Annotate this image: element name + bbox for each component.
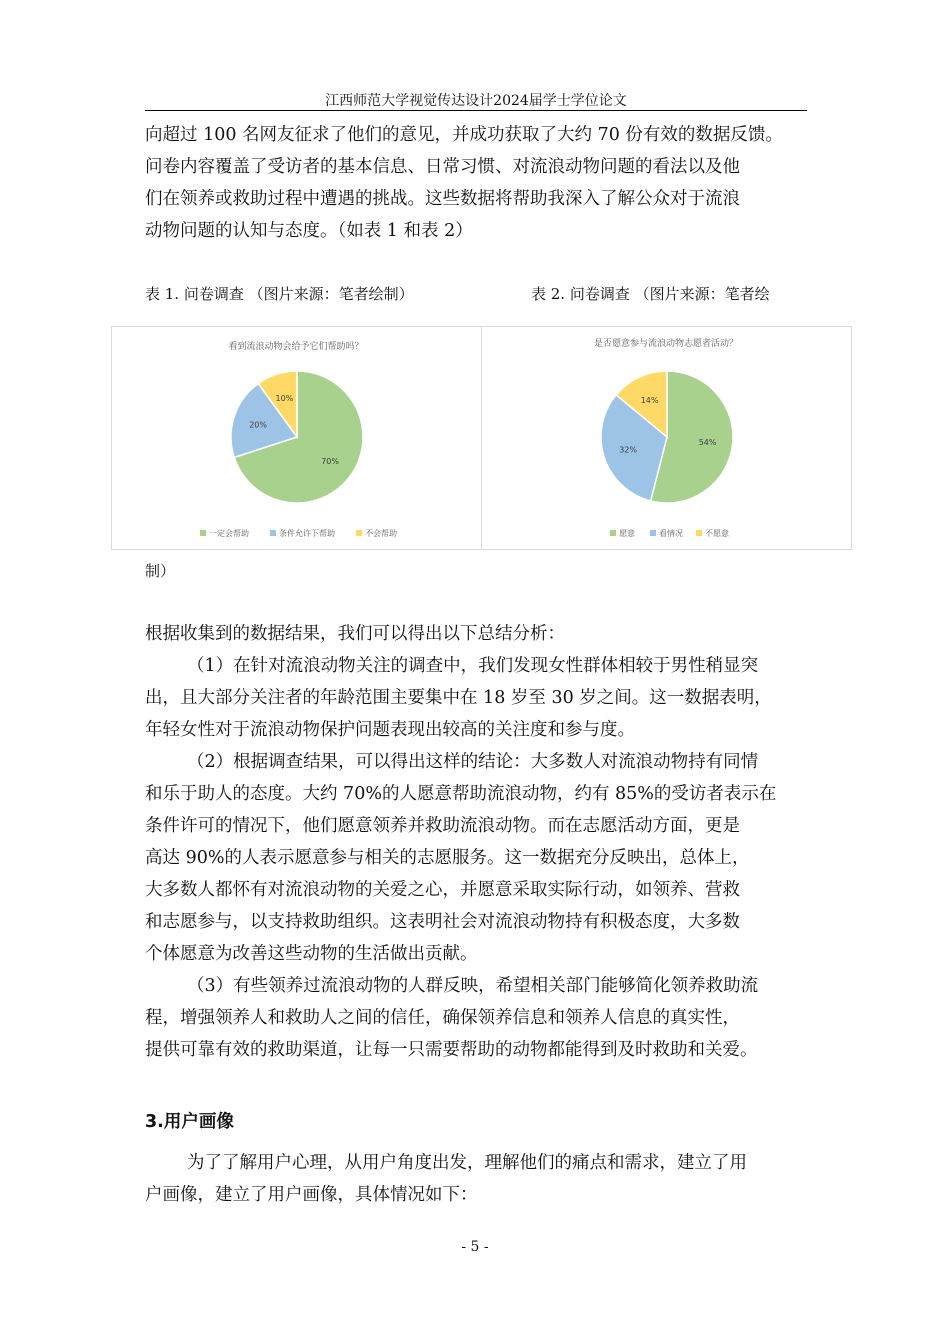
text-line: 高达 90%的人表示愿意参与相关的志愿服务。这一数据充分反映出，总体上，: [145, 848, 750, 868]
slice-data-label: 70%: [321, 457, 339, 467]
pie-chart-1: [111, 326, 482, 550]
legend-label: 一定会帮助: [209, 529, 249, 538]
legend-swatch: [200, 530, 206, 536]
slice-data-label: 10%: [275, 394, 294, 404]
text-line: 提供可靠有效的救助渠道，让每一只需要帮助的动物都能得到及时救助和关爱。: [145, 1040, 758, 1060]
slice-data-label: 32%: [619, 445, 637, 455]
chart-legend: [200, 528, 397, 538]
legend-swatch: [610, 530, 616, 536]
text-line: 动物问题的认知与态度。（如表 1 和表 2）: [145, 221, 473, 241]
legend-label: 愿意: [619, 529, 635, 538]
section-paragraph: [145, 1147, 810, 1211]
analysis-section: [145, 618, 810, 1066]
legend-label: 条件允许下帮助: [279, 529, 335, 538]
legend-swatch: [270, 530, 276, 536]
text-line: （2）根据调查结果，可以得出这样的结论：大多数人对流浪动物持有同情: [187, 752, 759, 772]
legend-swatch: [650, 530, 656, 536]
running-header: 江西师范大学视觉传达设计2024届学士学位论文: [325, 93, 627, 109]
legend-swatch: [356, 530, 362, 536]
slice-data-label: 54%: [698, 438, 717, 448]
text-line: （1）在针对流浪动物关注的调查中，我们发现女性群体相较于男性稍显突: [187, 656, 759, 676]
text-line: 和乐于助人的态度。大约 70%的人愿意帮助流浪动物，约有 85%的受访者表示在: [145, 784, 777, 804]
legend-label: 不会帮助: [365, 529, 397, 538]
chart-legend: [610, 528, 729, 538]
analysis-intro: 根据收集到的数据结果，我们可以得出以下总结分析：: [145, 624, 565, 644]
caption-table-2-continued: 制）: [145, 562, 176, 580]
pie-slices: [231, 371, 363, 503]
header-rule: [145, 110, 807, 111]
text-line: 程，增强领养人和救助人之间的信任，确保领养信息和领养人信息的真实性，: [145, 1008, 740, 1028]
text-line: 问卷内容覆盖了受访者的基本信息、日常习惯、对流浪动物问题的看法以及他: [145, 157, 740, 177]
slice-data-label: 20%: [249, 420, 267, 430]
intro-paragraph: [145, 119, 810, 247]
text-line: 户画像，建立了用户画像，具体情况如下：: [145, 1185, 478, 1205]
text-line: 向超过 100 名网友征求了他们的意见，并成功获取了大约 70 份有效的数据反馈。: [145, 125, 783, 145]
pie-chart-1-svg: [112, 327, 481, 549]
text-line: 个体愿意为改善这些动物的生活做出贡献。: [145, 944, 478, 964]
text-line: 大多数人都怀有对流浪动物的关爱之心，并愿意采取实际行动，如领养、营救: [145, 880, 740, 900]
text-line: 和志愿参与，以支持救助组织。这表明社会对流浪动物持有积极态度，大多数: [145, 912, 740, 932]
text-line: 年轻女性对于流浪动物保护问题表现出较高的关注度和参与度。: [145, 720, 635, 740]
caption-table-1: 表 1. 问卷调查 （图片来源：笔者绘制）: [145, 285, 414, 303]
text-line: （3）有些领养过流浪动物的人群反映，希望相关部门能够简化领养救助流: [187, 976, 759, 996]
slice-data-label: 14%: [640, 396, 659, 405]
pie-chart-2-svg: [482, 327, 851, 549]
text-line: 为了了解用户心理，从用户角度出发，理解他们的痛点和需求，建立了用: [187, 1153, 747, 1173]
text-line: 们在领养或救助过程中遭遇的挑战。这些数据将帮助我深入了解公众对于流浪: [145, 189, 740, 209]
chart-title: 看到流浪动物会给予它们帮助吗？: [228, 342, 364, 352]
text-line: 出，且大部分关注者的年龄范围主要集中在 18 岁至 30 岁之间。这一数据表明，: [145, 688, 772, 708]
pie-chart-2: [481, 326, 852, 550]
caption-table-2: 表 2. 问卷调查 （图片来源：笔者绘: [531, 285, 770, 303]
page-number: - 5 -: [461, 1239, 489, 1255]
section-heading: 3.用户画像: [145, 1112, 234, 1132]
chart-title: 是否愿意参与流浪动物志愿者活动？: [593, 339, 739, 349]
text-line: 条件许可的情况下，他们愿意领养并救助流浪动物。而在志愿活动方面，更是: [145, 816, 740, 836]
legend-label: 不愿意: [705, 529, 729, 538]
pie-slices: [601, 371, 733, 503]
legend-label: 看情况: [659, 529, 683, 538]
legend-swatch: [696, 530, 702, 536]
